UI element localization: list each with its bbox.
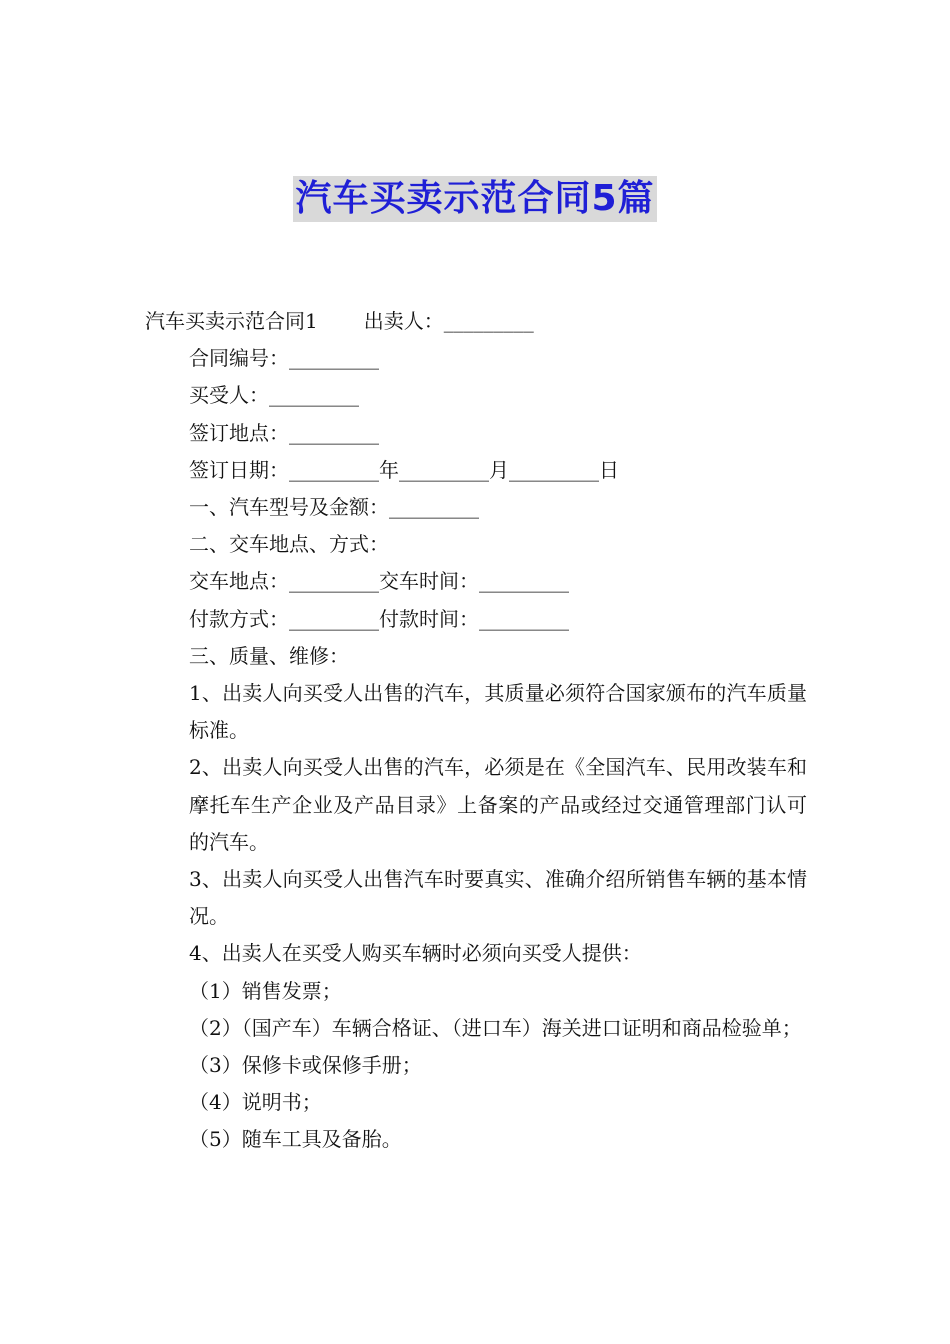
- item-5: （5）随车工具及备胎。: [189, 1127, 402, 1152]
- item-4: （4）说明书；: [189, 1090, 322, 1115]
- payment-line: 付款方式：_________付款时间：_________: [189, 606, 569, 631]
- document-title: 汽车买卖示范合同5篇: [293, 176, 656, 222]
- clause-1: 1、出卖人向买受人出售的汽车，其质量必须符合国家颁布的汽车质量标准。: [189, 681, 807, 743]
- document-body: [145, 303, 807, 1159]
- buyer-line: 买受人：_________: [189, 383, 359, 408]
- contract-number-line: 合同编号：_________: [189, 346, 379, 371]
- quality-heading: 三、质量、维修：: [189, 643, 349, 668]
- model-amount-line: 一、汽车型号及金额：_________: [189, 495, 479, 520]
- signing-place-line: 签订地点：_________: [189, 420, 379, 445]
- signing-date-line: 签订日期：_________年_________月_________日: [189, 457, 619, 482]
- item-3: （3）保修卡或保修手册；: [189, 1053, 422, 1078]
- delivery-heading: 二、交车地点、方式：: [189, 532, 389, 557]
- clause-2: 2、出卖人向买受人出售的汽车，必须是在《全国汽车、民用改装车和摩托车生产企业及产品目录》上备案的产品或经过交通管理部门认可的汽车。: [189, 755, 807, 854]
- first-line: [145, 303, 807, 340]
- contract-heading: 汽车买卖示范合同1: [145, 309, 318, 333]
- clause-3: 3、出卖人向买受人出售汽车时要真实、准确介绍所销售车辆的基本情况。: [189, 867, 807, 929]
- item-2: （2）（国产车）车辆合格证、（进口车）海关进口证明和商品检验单；: [189, 1015, 802, 1040]
- title-container: [0, 176, 950, 222]
- seller-field: 出卖人：_________: [363, 309, 534, 333]
- item-1: （1）销售发票；: [189, 978, 342, 1003]
- delivery-line: 交车地点：_________交车时间：_________: [189, 569, 569, 594]
- clause-4: 4、出卖人在买受人购买车辆时必须向买受人提供：: [189, 941, 642, 966]
